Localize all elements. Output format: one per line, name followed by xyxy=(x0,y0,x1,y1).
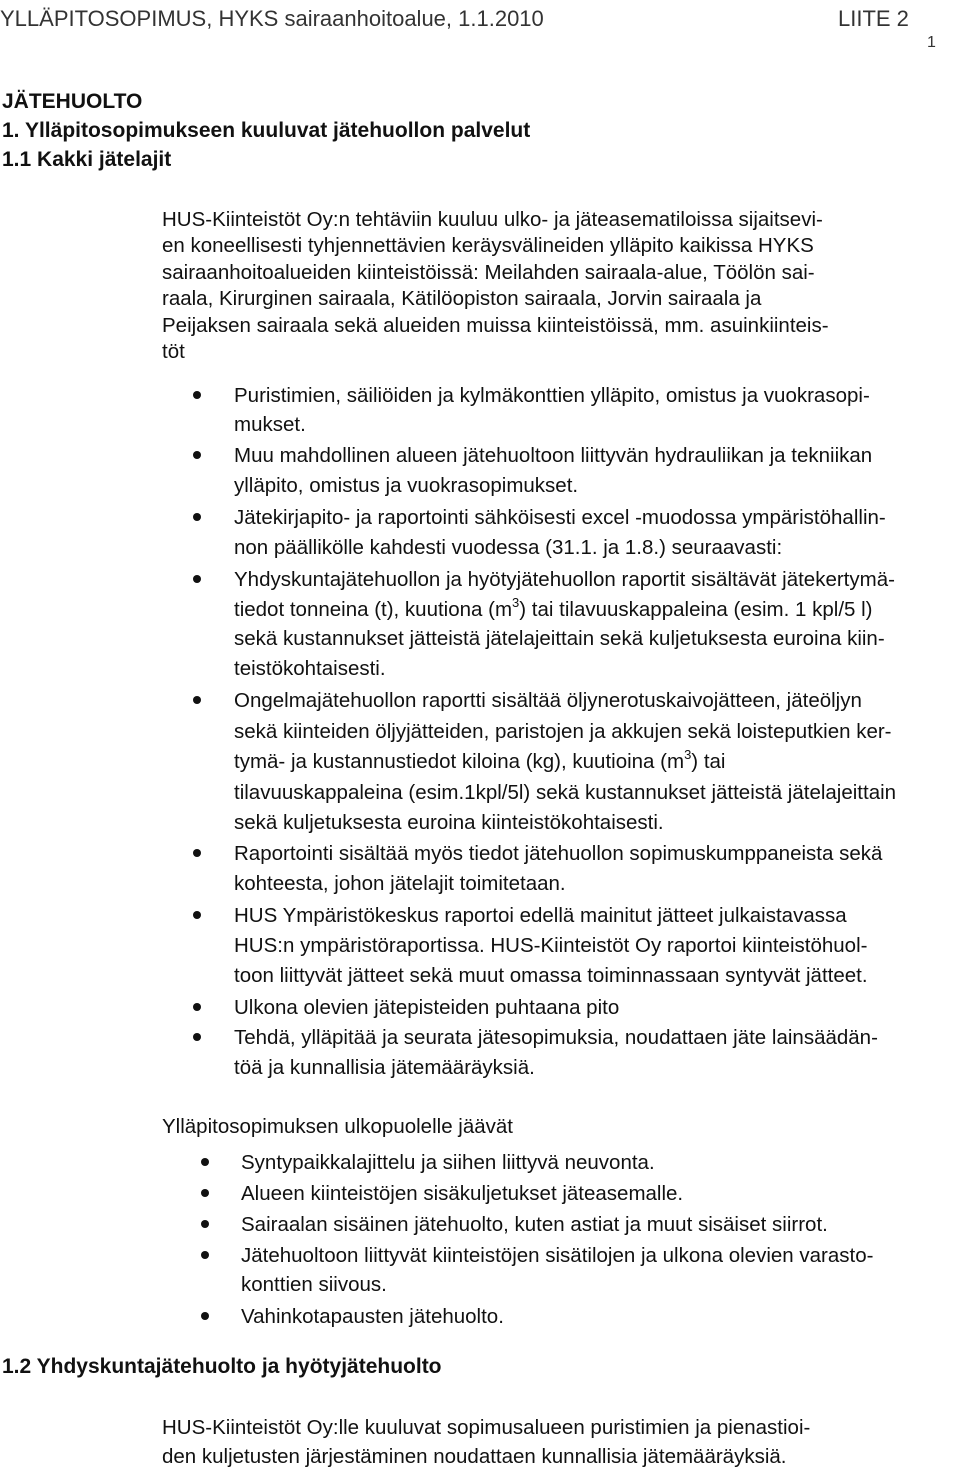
list-item-line: teistökohtaisesti. xyxy=(234,656,386,680)
list-item-line: sekä kiinteiden öljyjätteiden, paristojen ja akkujen sekä loisteputkien ker- xyxy=(234,719,892,743)
bullet-icon xyxy=(193,1003,201,1011)
list-item-line: Syntypaikkalajittelu ja siihen liittyvä neuvonta. xyxy=(241,1151,655,1174)
list-item-line: non päällikölle kahdesti vuodessa (31.1. ja 1.8.) seuraavasti: xyxy=(234,536,783,559)
list-item-line: mukset. xyxy=(234,413,306,436)
intro-line: en koneellisesti tyhjennettävien keräysvälineiden ylläpito kaikissa HYKS xyxy=(162,234,814,258)
bullet-icon xyxy=(201,1312,209,1320)
bullet-icon xyxy=(193,451,201,459)
list-item-line: Vahinkotapausten jätehuolto. xyxy=(241,1305,504,1328)
list-item-line: tymä- ja kustannustiedot kiloina (kg), kuutioina $(m^3)$ tai xyxy=(234,747,726,773)
bullet-icon xyxy=(193,575,201,583)
section-1-heading: 1. Ylläpitosopimukseen kuuluvat jätehuollon palvelut xyxy=(2,119,531,142)
intro-line: töt xyxy=(162,340,185,364)
list-item-line: Raportointi sisältää myös tiedot jätehuollon sopimuskumppaneista sekä xyxy=(234,842,883,865)
list-item-line: toon liittyvät jätteet sekä muut omassa toiminnassaan syntyvät jätteet. xyxy=(234,964,868,987)
list-item-line: Tehdä, ylläpitää ja seurata jätesopimuksia, noudattaen jäte lainsäädän- xyxy=(234,1026,878,1049)
list-item-line: Sairaalan sisäinen jätehuolto, kuten astiat ja muut sisäiset siirrot. xyxy=(241,1213,828,1236)
list-item-line: Ulkona olevien jätepisteiden puhtaana pito xyxy=(234,996,620,1019)
section-1-2-paragraph xyxy=(162,1413,810,1471)
bullet-icon xyxy=(201,1158,209,1166)
list-item-line: sekä kuljetuksesta euroina kiinteistökohtaisesti. xyxy=(234,811,664,834)
list-item-line: tiedot tonneina (t), kuutiona $(m^3)$ tai tilavuuskappaleina (esim. 1 kpl/5 l) xyxy=(234,594,873,621)
bullet-icon xyxy=(201,1220,209,1228)
main-heading: JÄTEHUOLTO xyxy=(2,90,143,113)
intro-line: HUS-Kiinteistöt Oy:n tehtäviin kuuluu ulko- ja jäteasematiloissa sijaitsevi- xyxy=(162,208,823,231)
list-item-line: Jätehuoltoon liittyvät kiinteistöjen sisätilojen ja ulkona olevien varasto- xyxy=(241,1244,874,1267)
list-item-line: tilavuuskappaleina (esim.1kpl/5l) sekä kustannukset jätteistä jätelajeittain xyxy=(234,780,897,804)
bullet-icon xyxy=(193,849,201,857)
exclusions-title: Ylläpitosopimuksen ulkopuolelle jäävät xyxy=(162,1115,513,1138)
bullet-icon xyxy=(193,911,201,919)
list-item-line: Jätekirjapito- ja raportointi sähköisesti excel -muodossa ympäristöhallin- xyxy=(234,506,886,529)
list-item-line: Alueen kiinteistöjen sisäkuljetukset jäteasemalle. xyxy=(241,1182,684,1205)
paragraph-line: den kuljetusten järjestäminen noudattaen kunnallisia jätemääräyksiä. xyxy=(162,1445,787,1468)
intro-line: sairaanhoitoalueiden kiinteistöissä: Meilahden sairaala-alue, Töölön sai- xyxy=(162,260,815,284)
intro-line: Peijaksen sairaala sekä alueiden muissa kiinteistöissä, mm. asuinkiinteis- xyxy=(162,313,829,337)
document-header-title: YLLÄPITOSOPIMUS, HYKS sairaanhoitoalue, 1.1.2010 xyxy=(0,6,544,31)
list-item-line: sekä kustannukset jätteistä jätelajeittain sekä kuljetuksesta euroina kiin- xyxy=(234,627,885,650)
list-item-line: HUS:n ympäristöraportissa. HUS-Kiinteistöt Oy raportoi kiinteistöhuol- xyxy=(234,934,868,957)
bullet-icon xyxy=(193,696,201,704)
bullet-icon xyxy=(193,1033,201,1041)
list-item-line: kohteesta, johon jätelajit toimitetaan. xyxy=(234,872,566,895)
paragraph-line: HUS-Kiinteistöt Oy:lle kuuluvat sopimusalueen puristimien ja pienastioi- xyxy=(162,1416,811,1439)
list-item-line: töä ja kunnallisia jätemääräyksiä. xyxy=(234,1056,535,1079)
list-item-line: Muu mahdollinen alueen jätehuoltoon liittyvän hydrauliikan ja tekniikan xyxy=(234,444,873,467)
list-item-line: konttien siivous. xyxy=(241,1273,387,1296)
section-1-1-heading: 1.1 Kakki jätelajit xyxy=(2,148,172,171)
intro-paragraph xyxy=(162,207,829,365)
bullet-icon xyxy=(201,1251,209,1259)
bullet-icon xyxy=(193,391,201,399)
list-item-line: HUS Ympäristökeskus raportoi edellä mainitut jätteet julkaistavassa xyxy=(234,904,847,927)
list-item-line: Yhdyskuntajätehuollon ja hyötyjätehuollon raportit sisältävät jätekertymä- xyxy=(234,568,895,591)
section-1-2-heading: 1.2 Yhdyskuntajätehuolto ja hyötyjätehuolto xyxy=(2,1355,442,1378)
bullet-icon xyxy=(201,1189,209,1197)
page-number: 1 xyxy=(927,34,936,51)
bullet-icon xyxy=(193,513,201,521)
list-item-line: ylläpito, omistus ja vuokrasopimukset. xyxy=(234,474,579,497)
list-item-line: Puristimien, säiliöiden ja kylmäkonttien ylläpito, omistus ja vuokrasopi- xyxy=(234,384,870,407)
list-item-line: Ongelmajätehuollon raportti sisältää öljynerotuskaivojätteen, jäteöljyn xyxy=(234,689,862,712)
intro-line: raala, Kirurginen sairaala, Kätilöopiston sairaala, Jorvin sairaala ja xyxy=(162,287,762,311)
attachment-label: LIITE 2 xyxy=(838,6,909,31)
